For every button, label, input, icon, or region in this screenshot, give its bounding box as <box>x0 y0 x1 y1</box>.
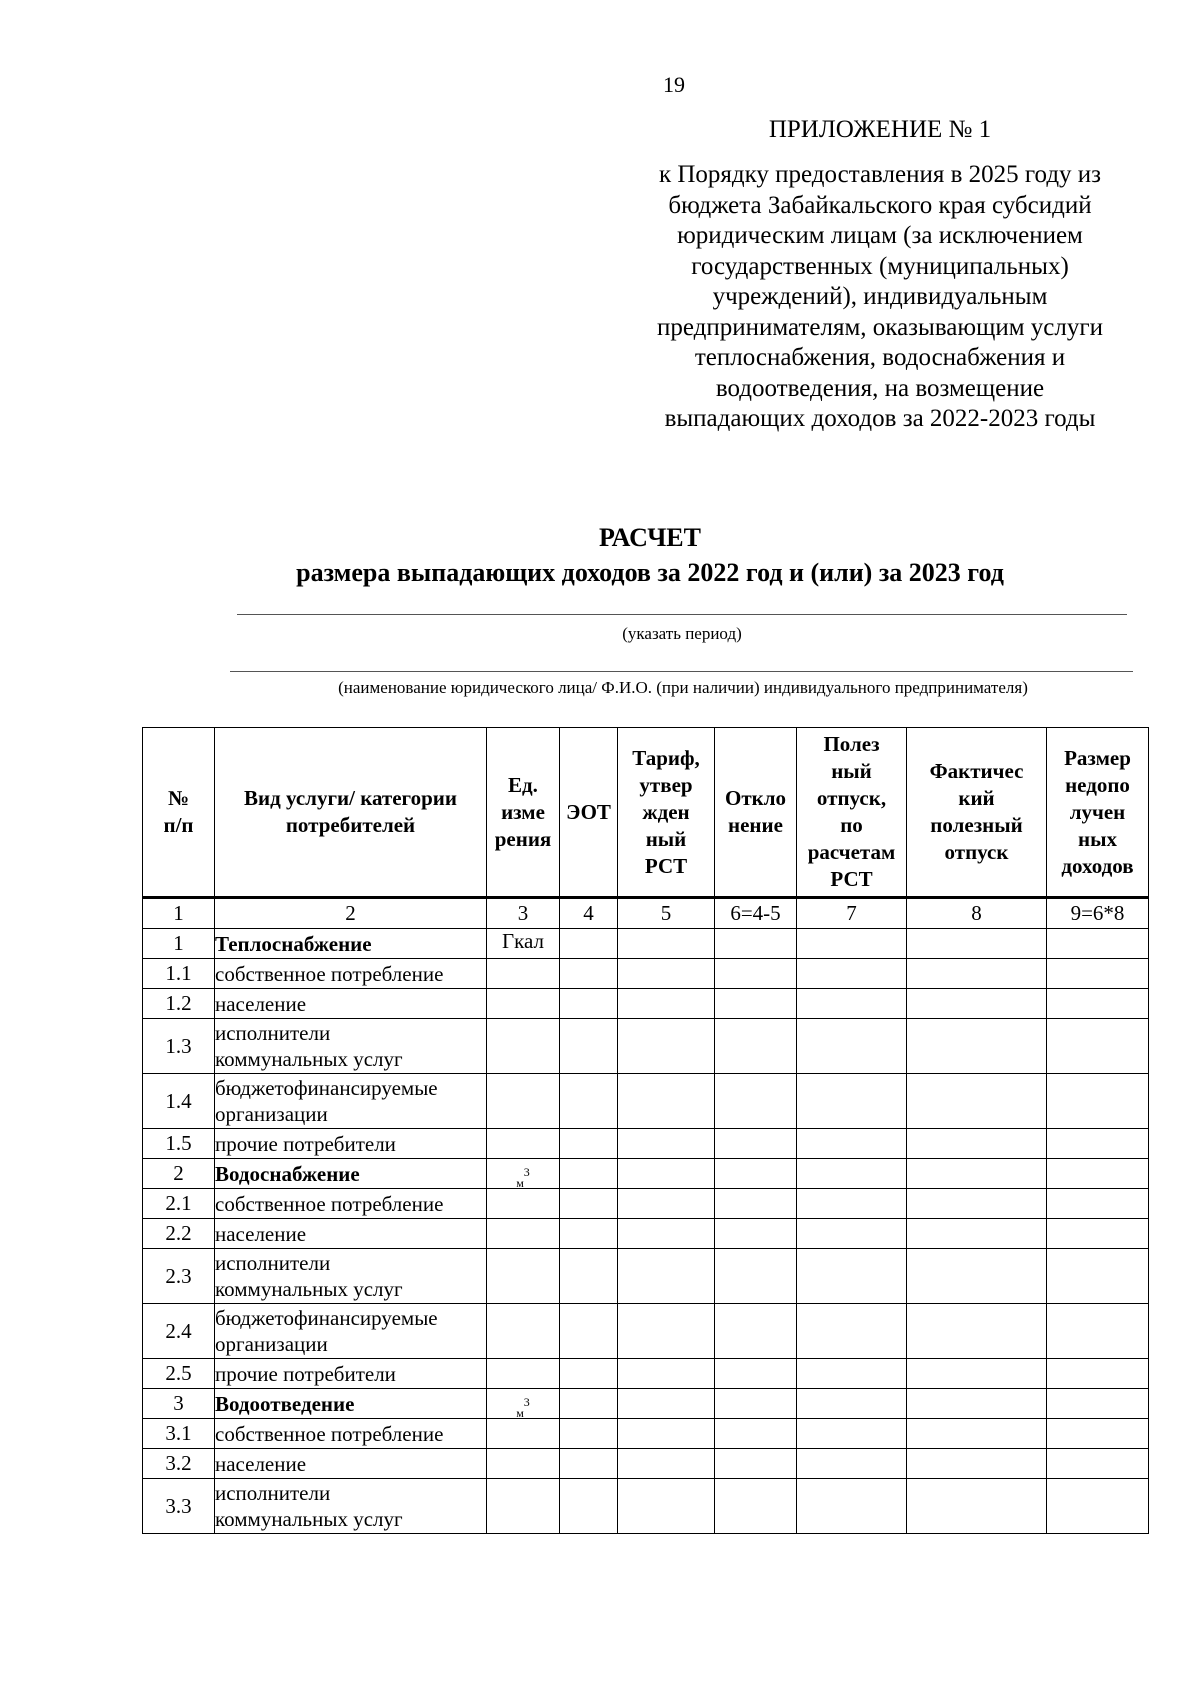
table-row <box>143 959 1149 989</box>
row-number-cell: 1.4 <box>143 1074 215 1129</box>
empty-value-cell <box>715 1129 797 1159</box>
calculation-table <box>142 727 1149 1534</box>
header-text-line: ный <box>645 826 687 851</box>
empty-value-cell <box>797 1189 907 1219</box>
table-row <box>143 1359 1149 1389</box>
cubic-meter-unit: м3 <box>516 1165 530 1190</box>
unit-cell: Гкал <box>487 929 560 959</box>
table-row <box>143 1389 1149 1419</box>
empty-value-cell <box>560 1419 618 1449</box>
column-number-4: 4 <box>560 898 618 929</box>
empty-value-cell <box>907 1479 1047 1534</box>
column-number-row <box>143 898 1149 929</box>
empty-value-cell <box>797 1219 907 1249</box>
header-text-line: потребителей <box>285 813 416 837</box>
service-name-line: бюджетофинансируемые <box>215 1076 438 1100</box>
column-number-7: 7 <box>797 898 907 929</box>
table-row <box>143 1019 1149 1074</box>
service-name-cell <box>215 1479 487 1534</box>
period-fill-line <box>237 614 1127 615</box>
service-name-cell <box>215 1389 487 1419</box>
empty-value-cell <box>1047 989 1149 1019</box>
service-name-line: бюджетофинансируемые <box>215 1306 438 1330</box>
unit-cell <box>487 1304 560 1359</box>
service-name-cell <box>215 959 487 989</box>
column-header-4 <box>560 728 618 898</box>
empty-value-cell <box>907 929 1047 959</box>
empty-value-cell <box>618 989 715 1019</box>
header-text-line: недопо <box>1065 772 1130 797</box>
empty-value-cell <box>618 1479 715 1534</box>
unit-cell <box>487 1159 560 1189</box>
table-row <box>143 1419 1149 1449</box>
empty-value-cell <box>1047 1219 1149 1249</box>
table-row <box>143 1074 1149 1129</box>
empty-value-cell <box>715 1019 797 1074</box>
unit-cell <box>487 1389 560 1419</box>
unit-cell <box>487 1419 560 1449</box>
header-text-line: кий <box>958 786 995 810</box>
unit-cell <box>487 1249 560 1304</box>
empty-value-cell <box>560 1219 618 1249</box>
unit-cell <box>487 1189 560 1219</box>
row-number-cell: 2.3 <box>143 1249 215 1304</box>
header-text-line: Вид услуги/ категории <box>244 786 457 810</box>
table-row <box>143 1304 1149 1359</box>
period-caption: (указать период) <box>622 624 742 643</box>
empty-value-cell <box>715 1479 797 1534</box>
column-header-8 <box>907 728 1047 898</box>
service-name-line: прочие потребители <box>215 1361 396 1386</box>
header-text-line: ный <box>831 759 872 783</box>
header-text-line: нение <box>728 813 783 837</box>
table-row <box>143 1189 1149 1219</box>
empty-value-cell <box>797 1129 907 1159</box>
unit-cell <box>487 959 560 989</box>
service-name-line: исполнители <box>215 1021 331 1045</box>
empty-value-cell <box>560 1129 618 1159</box>
table-body <box>143 898 1149 1534</box>
service-name-cell <box>215 1359 487 1389</box>
header-text-line: № <box>167 786 190 810</box>
empty-value-cell <box>797 1074 907 1129</box>
header-text-line: ных <box>1078 826 1117 851</box>
empty-value-cell <box>1047 1249 1149 1304</box>
table-header <box>143 728 1149 898</box>
empty-value-cell <box>715 989 797 1019</box>
empty-value-cell <box>1047 1159 1149 1189</box>
appendix-line: к Порядку предоставления в 2025 году из <box>658 161 1102 188</box>
empty-value-cell <box>618 1189 715 1219</box>
empty-value-cell <box>907 1359 1047 1389</box>
empty-value-cell <box>797 1019 907 1074</box>
service-name-cell <box>215 1074 487 1129</box>
empty-value-cell <box>618 1304 715 1359</box>
empty-value-cell <box>715 959 797 989</box>
empty-value-cell <box>907 1249 1047 1304</box>
empty-value-cell <box>560 929 618 959</box>
empty-value-cell <box>907 1419 1047 1449</box>
empty-value-cell <box>797 1389 907 1419</box>
unit-cell <box>487 1359 560 1389</box>
empty-value-cell <box>797 1359 907 1389</box>
empty-value-cell <box>560 1304 618 1359</box>
header-text-line: рения <box>494 826 552 851</box>
header-text-line: изме <box>501 799 545 824</box>
empty-value-cell <box>907 1389 1047 1419</box>
service-name-line: организации <box>215 1102 328 1126</box>
empty-value-cell <box>618 929 715 959</box>
empty-value-cell <box>715 1219 797 1249</box>
header-text-line: лучен <box>1069 799 1126 824</box>
empty-value-cell <box>715 1359 797 1389</box>
service-name-cell <box>215 1019 487 1074</box>
service-name-line: организации <box>215 1332 328 1356</box>
empty-value-cell <box>560 959 618 989</box>
document-subtitle: размера выпадающих доходов за 2022 год и (или) за 2023 год <box>296 558 1004 587</box>
empty-value-cell <box>1047 1449 1149 1479</box>
empty-value-cell <box>1047 929 1149 959</box>
empty-value-cell <box>618 1249 715 1304</box>
row-number-cell: 3 <box>143 1389 215 1419</box>
empty-value-cell <box>715 1419 797 1449</box>
empty-value-cell <box>715 1449 797 1479</box>
empty-value-cell <box>618 1159 715 1189</box>
header-text-line: ЭОТ <box>566 799 611 824</box>
empty-value-cell <box>715 929 797 959</box>
header-text-line: Ед. <box>508 772 538 797</box>
header-text-line: п/п <box>163 813 194 837</box>
empty-value-cell <box>797 1419 907 1449</box>
appendix-description <box>620 160 1140 435</box>
table-row <box>143 929 1149 959</box>
service-name-line: собственное потребление <box>215 1421 444 1446</box>
column-number-5: 5 <box>618 898 715 929</box>
table-row <box>143 989 1149 1019</box>
header-text-line: жден <box>642 799 690 824</box>
empty-value-cell <box>1047 1129 1149 1159</box>
row-number-cell: 1.3 <box>143 1019 215 1074</box>
row-number-cell: 1.2 <box>143 989 215 1019</box>
row-number-cell: 1.5 <box>143 1129 215 1159</box>
row-number-cell: 2.1 <box>143 1189 215 1219</box>
header-text-line: РСТ <box>830 867 873 891</box>
document-title: РАСЧЕТ <box>599 523 701 552</box>
empty-value-cell <box>797 1159 907 1189</box>
name-caption: (наименование юридического лица/ Ф.И.О. (при наличии) индивидуального предпринимателя) <box>338 678 1028 697</box>
column-number-9: 9=6*8 <box>1047 898 1149 929</box>
table-row <box>143 1479 1149 1534</box>
header-text-line: Тариф, <box>632 745 700 770</box>
appendix-line: предпринимателям, оказывающим услуги <box>657 313 1103 341</box>
header-text-line: полезный <box>930 813 1023 837</box>
page-number: 19 <box>663 72 685 97</box>
empty-value-cell <box>560 1449 618 1479</box>
empty-value-cell <box>560 1019 618 1074</box>
empty-value-cell <box>618 1449 715 1479</box>
empty-value-cell <box>797 1479 907 1534</box>
row-number-cell: 2.2 <box>143 1219 215 1249</box>
column-header-3 <box>487 728 560 898</box>
service-name-line: население <box>215 1221 307 1246</box>
header-text-line: утвер <box>639 772 693 797</box>
header-text-line: Откло <box>724 786 787 810</box>
unit-cell <box>487 1219 560 1249</box>
row-number-cell: 1 <box>143 929 215 959</box>
empty-value-cell <box>1047 1189 1149 1219</box>
service-name-line: исполнители <box>215 1481 331 1505</box>
service-name-line: Теплоснабжение <box>215 931 372 956</box>
header-text-line: расчетам <box>807 840 896 864</box>
empty-value-cell <box>560 1189 618 1219</box>
empty-value-cell <box>618 1419 715 1449</box>
service-name-cell <box>215 1419 487 1449</box>
name-fill-line <box>230 671 1133 672</box>
empty-value-cell <box>797 929 907 959</box>
table-row <box>143 1249 1149 1304</box>
empty-value-cell <box>797 959 907 989</box>
appendix-line: государственных (муниципальных) <box>691 252 1069 280</box>
unit-cell <box>487 1479 560 1534</box>
empty-value-cell <box>797 1249 907 1304</box>
appendix-line: теплоснабжения, водоснабжения и <box>694 344 1066 371</box>
empty-value-cell <box>907 1219 1047 1249</box>
empty-value-cell <box>618 1129 715 1159</box>
empty-value-cell <box>907 989 1047 1019</box>
empty-value-cell <box>1047 959 1149 989</box>
empty-value-cell <box>715 1304 797 1359</box>
header-text-line: по <box>840 813 863 837</box>
service-name-cell <box>215 1249 487 1304</box>
empty-value-cell <box>907 1304 1047 1359</box>
service-name-cell <box>215 1304 487 1359</box>
empty-value-cell <box>1047 1359 1149 1389</box>
empty-value-cell <box>907 1449 1047 1479</box>
appendix-title: ПРИЛОЖЕНИЕ № 1 <box>768 116 992 143</box>
header-text-line: Фактичес <box>929 759 1024 783</box>
header-text-line: отпуск <box>944 840 1009 864</box>
unit-cell <box>487 1129 560 1159</box>
row-number-cell: 3.1 <box>143 1419 215 1449</box>
header-text-line: Полез <box>823 732 880 756</box>
empty-value-cell <box>797 989 907 1019</box>
empty-value-cell <box>560 1249 618 1304</box>
unit-cell <box>487 989 560 1019</box>
appendix-line: юридическим лицам (за исключением <box>677 222 1083 249</box>
column-header-9 <box>1047 728 1149 898</box>
column-number-1: 1 <box>143 898 215 929</box>
empty-value-cell <box>1047 1304 1149 1359</box>
empty-value-cell <box>907 1159 1047 1189</box>
empty-value-cell <box>618 1019 715 1074</box>
column-number-6: 6=4-5 <box>715 898 797 929</box>
appendix-line: учреждений), индивидуальным <box>712 283 1048 310</box>
empty-value-cell <box>715 1189 797 1219</box>
empty-value-cell <box>560 1389 618 1419</box>
empty-value-cell <box>907 1129 1047 1159</box>
empty-value-cell <box>907 1074 1047 1129</box>
empty-value-cell <box>797 1449 907 1479</box>
row-number-cell: 1.1 <box>143 959 215 989</box>
header-text-line: отпуск, <box>816 786 887 810</box>
empty-value-cell <box>1047 1389 1149 1419</box>
empty-value-cell <box>1047 1074 1149 1129</box>
service-name-line: коммунальных услуг <box>215 1277 403 1301</box>
appendix-line: водоотведения, на возмещение <box>715 374 1045 402</box>
table-row <box>143 1159 1149 1189</box>
service-name-line: Водоснабжение <box>215 1161 360 1186</box>
empty-value-cell <box>560 1159 618 1189</box>
service-name-line: собственное потребление <box>215 961 444 986</box>
unit-cell <box>487 1449 560 1479</box>
unit-cell <box>487 1074 560 1129</box>
column-header-1 <box>143 728 215 898</box>
empty-value-cell <box>618 1219 715 1249</box>
service-name-cell <box>215 989 487 1019</box>
service-name-cell <box>215 1219 487 1249</box>
empty-value-cell <box>560 1359 618 1389</box>
table-row <box>143 1219 1149 1249</box>
appendix-line: бюджета Забайкальского края субсидий <box>668 191 1092 219</box>
empty-value-cell <box>618 959 715 989</box>
service-name-cell <box>215 1159 487 1189</box>
row-number-cell: 2.5 <box>143 1359 215 1389</box>
empty-value-cell <box>715 1159 797 1189</box>
table-row <box>143 1129 1149 1159</box>
service-name-line: население <box>215 1451 307 1476</box>
service-name-line: прочие потребители <box>215 1131 396 1156</box>
empty-value-cell <box>618 1359 715 1389</box>
empty-value-cell <box>715 1389 797 1419</box>
column-number-2: 2 <box>215 898 487 929</box>
cubic-meter-unit: м3 <box>516 1395 530 1420</box>
row-number-cell: 3.3 <box>143 1479 215 1534</box>
empty-value-cell <box>797 1304 907 1359</box>
empty-value-cell <box>907 959 1047 989</box>
column-number-3: 3 <box>487 898 560 929</box>
service-name-line: Водоотведение <box>215 1391 355 1416</box>
service-name-cell <box>215 1449 487 1479</box>
header-text-line: РСТ <box>644 853 688 878</box>
column-header-6 <box>715 728 797 898</box>
row-number-cell: 3.2 <box>143 1449 215 1479</box>
appendix-line: выпадающих доходов за 2022-2023 годы <box>664 405 1096 432</box>
empty-value-cell <box>618 1074 715 1129</box>
empty-value-cell <box>1047 1419 1149 1449</box>
table-row <box>143 1449 1149 1479</box>
empty-value-cell <box>1047 1479 1149 1534</box>
service-name-cell <box>215 1129 487 1159</box>
service-name-cell <box>215 929 487 959</box>
column-number-8: 8 <box>907 898 1047 929</box>
empty-value-cell <box>560 1074 618 1129</box>
row-number-cell: 2 <box>143 1159 215 1189</box>
empty-value-cell <box>560 989 618 1019</box>
service-name-cell <box>215 1189 487 1219</box>
service-name-line: коммунальных услуг <box>215 1047 403 1071</box>
header-row <box>143 728 1149 898</box>
column-header-7 <box>797 728 907 898</box>
column-header-5 <box>618 728 715 898</box>
empty-value-cell <box>560 1479 618 1534</box>
empty-value-cell <box>715 1249 797 1304</box>
header-text-line: Размер <box>1064 745 1131 770</box>
empty-value-cell <box>715 1074 797 1129</box>
unit-cell <box>487 1019 560 1074</box>
row-number-cell: 2.4 <box>143 1304 215 1359</box>
service-name-line: население <box>215 991 307 1016</box>
service-name-line: собственное потребление <box>215 1191 444 1216</box>
empty-value-cell <box>618 1389 715 1419</box>
empty-value-cell <box>907 1189 1047 1219</box>
service-name-line: коммунальных услуг <box>215 1507 403 1531</box>
service-name-line: исполнители <box>215 1251 331 1275</box>
column-header-2 <box>215 728 487 898</box>
empty-value-cell <box>1047 1019 1149 1074</box>
header-text-line: доходов <box>1061 853 1134 878</box>
empty-value-cell <box>907 1019 1047 1074</box>
